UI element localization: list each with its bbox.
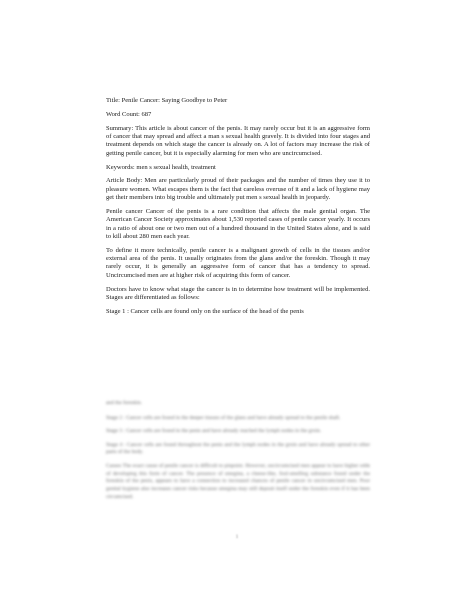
summary-paragraph: Summary: This article is about cancer of the penis. It may rarely occur but it is an aggressive form of cancer that may spread and affect a man s sexual health gravely. It is divided into four stages and treatment depends on which stage the cancer is already on. A lot of factors may increase the risk of getting penile cancer, but it is especially alarming for men who are uncircumcised. bbox=[106, 124, 370, 157]
causes-paragraph: Causes The exact cause of penile cancer is difficult to pinpoint. However, uncircumcised men appear to have higher odds of developing this form of cancer. The presence of smegma, a cheese-like, foul-smelling substance found under the foreskin of the penis, appears to have a connection to increased chances of penile cancer in uncircumcised men. Poor genital hygiene also increases cancer risks because smegma may still deposit itself under the foreskin even if it has been circumcised. bbox=[106, 462, 370, 500]
document-page bbox=[106, 97, 370, 316]
body-paragraph-1: Penile cancer Cancer of the penis is a rare condition that affects the male genital organ. The American Cancer Society approximates about 1,530 reported cases of penile cancer yearly. It occurs in a ratio of about one or two men out of a hundred thousand in the United States alone, and is said to kill about 280 men each year. bbox=[106, 207, 370, 240]
stage-3-paragraph: Stage 3 : Cancer cells are found in the penis and have already reached the lymph nodes in the groin. bbox=[106, 428, 322, 435]
document-title-line: Title: Penile Cancer: Saying Goodbye to Peter bbox=[106, 97, 228, 104]
blurred-preview-section bbox=[106, 400, 370, 507]
stage-1-line: Stage 1 : Cancer cells are found only on the surface of the head of the penis bbox=[106, 307, 304, 315]
stage-2-paragraph: Stage 2 : Cancer cells are found in the deeper tissues of the glans and have already spread to the penile shaft. bbox=[106, 414, 341, 421]
article-body-paragraph: Article Body: Men are particularly proud of their packages and the number of times they use it to pleasure women. What escapes them is the fact that careless overuse of it and a lack of hygiene may get their members into big trouble and ultimately put men s sexual health in jeopardy. bbox=[106, 177, 370, 202]
page-number: 1 bbox=[235, 534, 239, 540]
stage-4-paragraph: Stage 4 : Cancer cells are found throughout the penis and the lymph nodes in the groin and have already spread to other parts of the body. bbox=[106, 441, 370, 456]
body-paragraph-2: To define it more technically, penile cancer is a malignant growth of cells in the tissues and/or external area of the penis. It usually originates from the glans and/or the foreskin. Though it may rarely occur, it is generally an aggressive form of cancer that has a tendency to spread. Uncircumcised men are at higher risk of acquiring this form of cancer. bbox=[106, 246, 370, 279]
word-count-line: Word Count: 687 bbox=[106, 110, 152, 118]
stage-1-continuation: and the foreskin. bbox=[106, 400, 143, 406]
body-paragraph-3: Doctors have to know what stage the cancer is in to determine how treatment will be implemented. Stages are differentiated as follows: bbox=[106, 285, 370, 301]
keywords-line: Keywords: men s sexual health, treatment bbox=[106, 163, 216, 171]
